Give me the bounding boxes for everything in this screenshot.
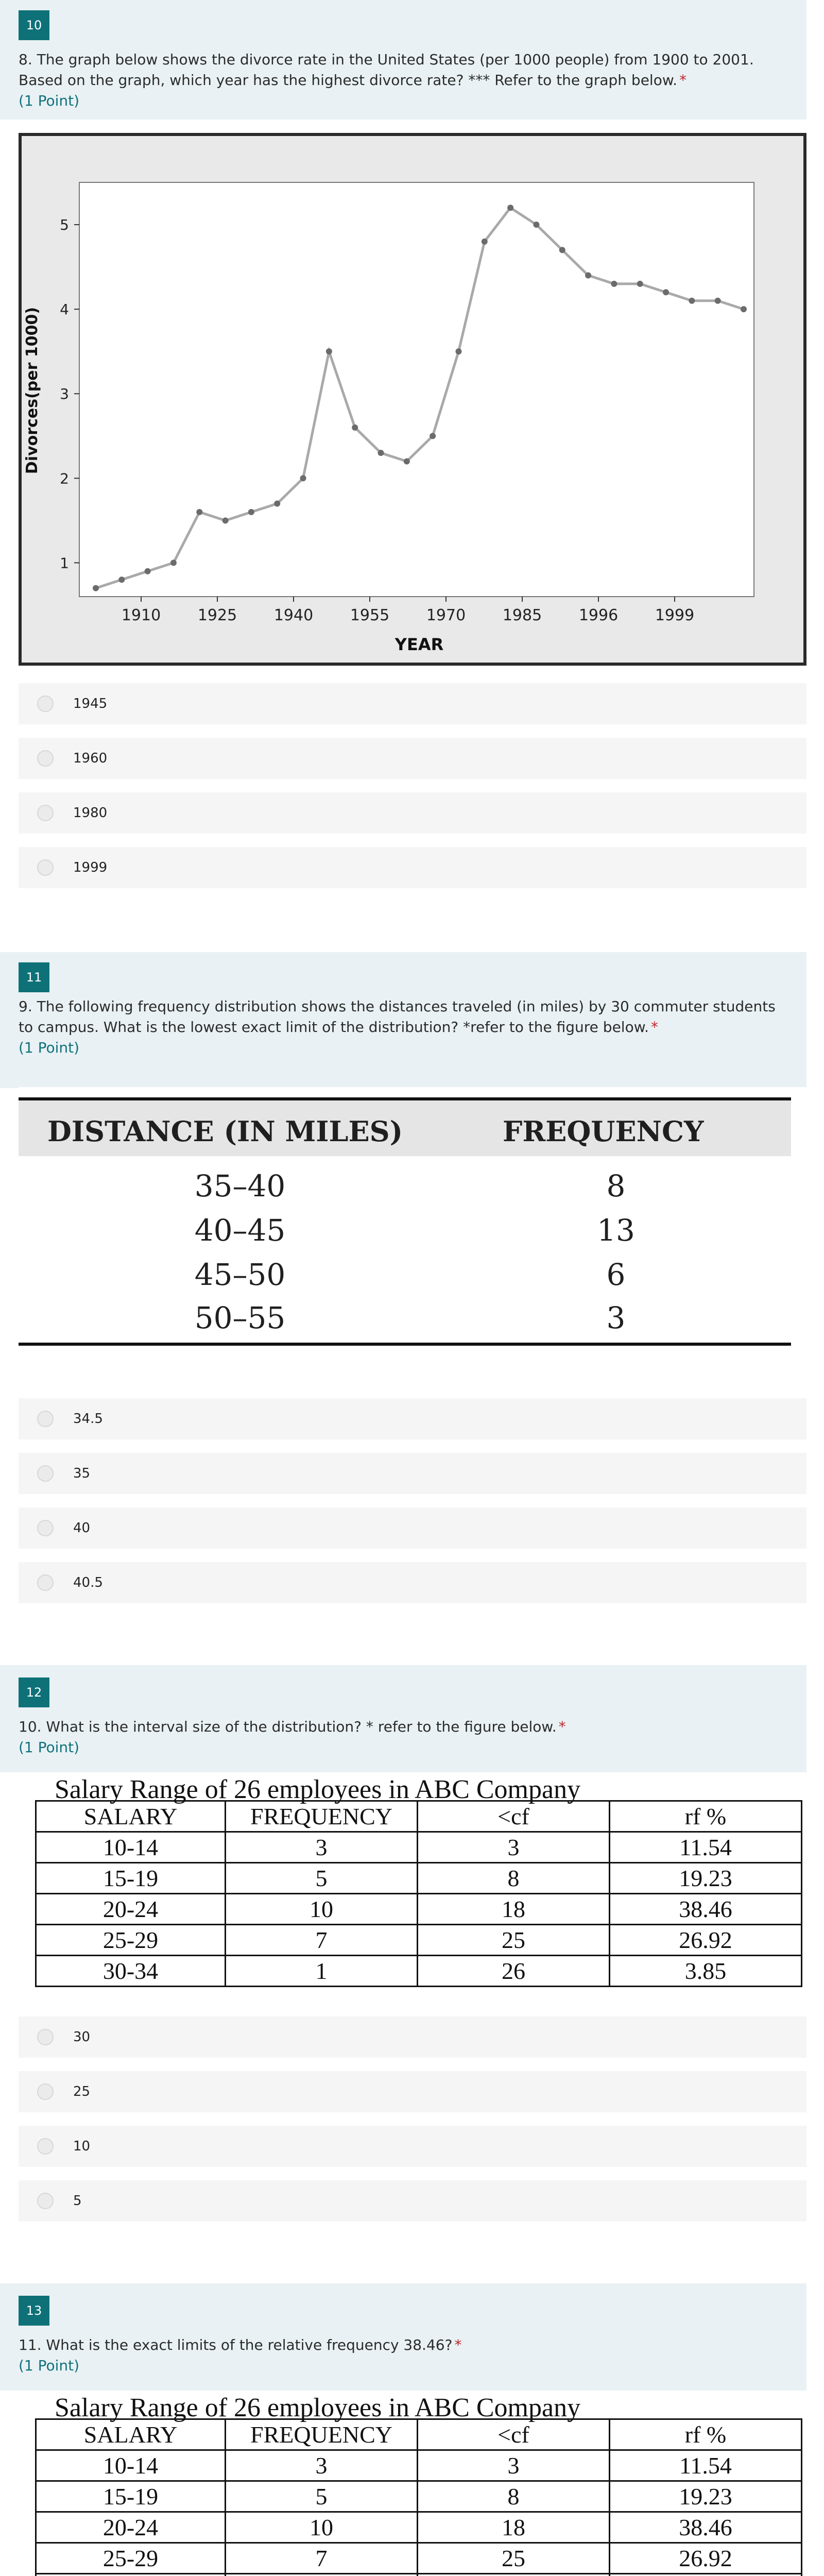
table-cell: 8 — [418, 2481, 610, 2512]
x-tick-label: 1925 — [197, 606, 237, 624]
option-label: 1945 — [73, 696, 108, 711]
x-tick-label: 1970 — [426, 606, 466, 624]
question-header-13 — [0, 2283, 806, 2391]
table-cell: 3 — [226, 2450, 418, 2481]
column-header: rf % — [610, 1801, 802, 1832]
table-cell: 35–40 — [194, 1168, 286, 1204]
table-cell: 5 — [226, 1863, 418, 1894]
table-cell: 38.46 — [610, 1894, 802, 1925]
column-header: <cf — [418, 1801, 610, 1832]
question-header-12 — [0, 1665, 806, 1772]
table-cell: 38.46 — [610, 2512, 802, 2543]
table-cell: 10-14 — [36, 2450, 226, 2481]
answer-option[interactable] — [19, 2180, 806, 2222]
table-cell: 26.92 — [610, 1925, 802, 1956]
question-text — [19, 996, 786, 1058]
column-header: FREQUENCY — [503, 1115, 704, 1148]
table-cell: 19.23 — [610, 1863, 802, 1894]
option-label: 35 — [73, 1466, 91, 1481]
option-label: 40.5 — [73, 1575, 103, 1590]
answer-option[interactable] — [19, 1562, 806, 1603]
table-cell: 20-24 — [36, 1894, 226, 1925]
data-point — [585, 272, 591, 278]
question-number-badge: 11 — [19, 962, 49, 992]
option-label: 34.5 — [73, 1411, 103, 1427]
table-cell: 45–50 — [194, 1257, 286, 1292]
data-point — [248, 509, 254, 515]
table-cell: 10-14 — [36, 1832, 226, 1863]
column-header: FREQUENCY — [226, 1801, 418, 1832]
line-chart — [19, 133, 806, 666]
question-number-badge: 10 — [19, 10, 49, 40]
radio-button[interactable] — [37, 1465, 54, 1482]
data-point — [533, 222, 539, 228]
table-cell: 10 — [226, 1894, 418, 1925]
table-cell: 25-29 — [36, 2543, 226, 2574]
y-tick-label: 1 — [60, 554, 69, 572]
option-label: 1960 — [73, 751, 108, 766]
table-cell: 15-19 — [36, 1863, 226, 1894]
y-axis-label: Divorces(per 1000) — [23, 307, 41, 474]
x-tick-label: 1985 — [502, 606, 542, 624]
column-header: FREQUENCY — [226, 2419, 418, 2450]
plot-area — [79, 182, 754, 597]
data-point — [145, 568, 151, 574]
answer-option[interactable] — [19, 792, 806, 834]
table-cell: 40–45 — [194, 1213, 286, 1248]
table-cell: 8 — [606, 1168, 626, 1204]
table-cell: 5 — [226, 2481, 418, 2512]
radio-button[interactable] — [37, 1411, 54, 1427]
question-prompt: 8. The graph below shows the divorce rate in the United States (per 1000 people) from 1900 to 2001. Based on the graph, which year has the highest divorce rate? *** Refer to the graph below. — [19, 51, 754, 89]
answer-option[interactable] — [19, 847, 806, 888]
question-prompt: 11. What is the exact limits of the relative frequency 38.46? — [19, 2336, 453, 2353]
question-points: (1 Point) — [19, 92, 80, 109]
column-header: DISTANCE (IN MILES) — [47, 1115, 403, 1148]
answer-option[interactable] — [19, 1453, 806, 1494]
option-label: 40 — [73, 1520, 91, 1536]
option-label: 25 — [73, 2084, 91, 2099]
table-cell — [36, 2574, 226, 2576]
option-label: 1999 — [73, 860, 108, 875]
data-point — [689, 298, 695, 304]
table-cell: 11.54 — [610, 1832, 802, 1863]
question-points: (1 Point) — [19, 1739, 80, 1756]
table-cell: 25 — [418, 2543, 610, 2574]
data-point — [482, 239, 488, 245]
table-cell: 7 — [226, 2543, 418, 2574]
column-header: SALARY — [36, 1801, 226, 1832]
option-label: 5 — [73, 2193, 82, 2209]
data-point — [715, 298, 721, 304]
table-title: Salary Range of 26 employees in ABC Company — [55, 1775, 581, 1804]
question-prompt: 9. The following frequency distribution shows the distances traveled (in miles) by 30 commuter students to campus. What is the lowest exact limit of the distribution? *refer to the figure below. — [19, 998, 776, 1036]
column-header: <cf — [418, 2419, 610, 2450]
y-tick-label: 3 — [60, 385, 69, 403]
table-cell — [610, 2574, 802, 2576]
data-point — [507, 205, 513, 211]
x-tick-label: 1910 — [121, 606, 161, 624]
required-marker: * — [650, 1019, 658, 1036]
radio-button[interactable] — [37, 1574, 54, 1591]
question-text — [19, 2335, 786, 2376]
table-cell: 18 — [418, 1894, 610, 1925]
radio-button[interactable] — [37, 859, 54, 876]
answer-option[interactable] — [19, 2071, 806, 2112]
required-marker: * — [454, 2336, 462, 2353]
answer-option[interactable] — [19, 2126, 806, 2167]
data-point — [430, 433, 436, 439]
table-cell: 25-29 — [36, 1925, 226, 1956]
question-header-11 — [0, 952, 806, 1088]
table-cell: 7 — [226, 1925, 418, 1956]
table-cell: 26 — [418, 1956, 610, 1987]
table-cell: 8 — [418, 1863, 610, 1894]
table-cell: 10 — [226, 2512, 418, 2543]
data-point — [196, 509, 202, 515]
data-point — [559, 247, 565, 253]
required-marker: * — [679, 72, 687, 89]
y-tick-label: 2 — [60, 470, 69, 487]
radio-button[interactable] — [37, 750, 54, 767]
table-title: Salary Range of 26 employees in ABC Company — [55, 2393, 581, 2422]
data-point — [300, 475, 306, 481]
y-tick-label: 5 — [60, 216, 69, 234]
data-point — [170, 560, 177, 566]
table-cell: 3 — [226, 1832, 418, 1863]
question-points: (1 Point) — [19, 2357, 80, 2374]
table-cell: 15-19 — [36, 2481, 226, 2512]
data-point — [352, 425, 358, 431]
data-point — [93, 585, 99, 591]
y-tick-label: 4 — [60, 301, 69, 318]
option-label: 1980 — [73, 805, 108, 821]
table-cell: 3 — [606, 1300, 626, 1335]
data-point — [222, 517, 229, 523]
radio-button[interactable] — [37, 805, 54, 821]
table-cell: 11.54 — [610, 2450, 802, 2481]
x-axis-label: YEAR — [394, 635, 444, 654]
divorce-rate-chart — [19, 133, 806, 666]
data-point — [274, 501, 280, 507]
x-tick-label: 1955 — [350, 606, 390, 624]
table-cell: 50–55 — [194, 1300, 286, 1335]
answer-option[interactable] — [19, 1398, 806, 1439]
radio-button[interactable] — [37, 696, 54, 712]
x-tick-label: 1996 — [578, 606, 619, 624]
table-cell: 18 — [418, 2512, 610, 2543]
data-point — [404, 458, 410, 464]
table-cell: 13 — [597, 1213, 635, 1248]
column-header: rf % — [610, 2419, 802, 2450]
data-point — [663, 289, 669, 295]
data-point — [637, 281, 643, 287]
option-label: 10 — [73, 2139, 91, 2154]
table-cell: 25 — [418, 1925, 610, 1956]
column-header: SALARY — [36, 2419, 226, 2450]
radio-button[interactable] — [37, 2029, 54, 2045]
table-cell: 19.23 — [610, 2481, 802, 2512]
table-rule — [19, 1343, 791, 1346]
answer-option[interactable] — [19, 683, 806, 724]
salary-table — [19, 1774, 806, 2001]
table-cell: 3.85 — [610, 1956, 802, 1987]
table-cell: 26.92 — [610, 2543, 802, 2574]
question-text — [19, 49, 786, 111]
data-point — [118, 577, 125, 583]
data-point — [455, 348, 461, 354]
table-cell — [226, 2574, 418, 2576]
x-tick-label: 1999 — [655, 606, 695, 624]
x-tick-label: 1940 — [273, 606, 314, 624]
table-cell — [418, 2574, 610, 2576]
table-cell: 30-34 — [36, 1956, 226, 1987]
data-point — [326, 348, 332, 354]
table-cell: 20-24 — [36, 2512, 226, 2543]
answer-option[interactable] — [19, 2016, 806, 2058]
question-text — [19, 1717, 786, 1758]
radio-button[interactable] — [37, 2083, 54, 2100]
question-number-badge: 13 — [19, 2296, 49, 2326]
frequency-distribution-table — [19, 1087, 806, 1359]
table-cell: 3 — [418, 2450, 610, 2481]
table-cell: 3 — [418, 1832, 610, 1863]
table-cell: 1 — [226, 1956, 418, 1987]
radio-button[interactable] — [37, 1520, 54, 1536]
data-point — [378, 450, 384, 456]
table-cell: 6 — [606, 1257, 626, 1292]
answer-option[interactable] — [19, 1507, 806, 1549]
data-point — [611, 281, 617, 287]
question-points: (1 Point) — [19, 1039, 80, 1056]
salary-table — [19, 2393, 806, 2576]
data-point — [741, 306, 747, 312]
radio-button[interactable] — [37, 2138, 54, 2155]
radio-button[interactable] — [37, 2193, 54, 2209]
salary-range-table — [35, 2418, 802, 2576]
salary-range-table — [35, 1800, 802, 1987]
required-marker: * — [558, 1718, 566, 1735]
question-prompt: 10. What is the interval size of the distribution? * refer to the figure below. — [19, 1718, 557, 1735]
question-number-badge: 12 — [19, 1677, 49, 1707]
question-header-10 — [0, 0, 806, 120]
option-label: 30 — [73, 2029, 91, 2045]
answer-option[interactable] — [19, 738, 806, 779]
